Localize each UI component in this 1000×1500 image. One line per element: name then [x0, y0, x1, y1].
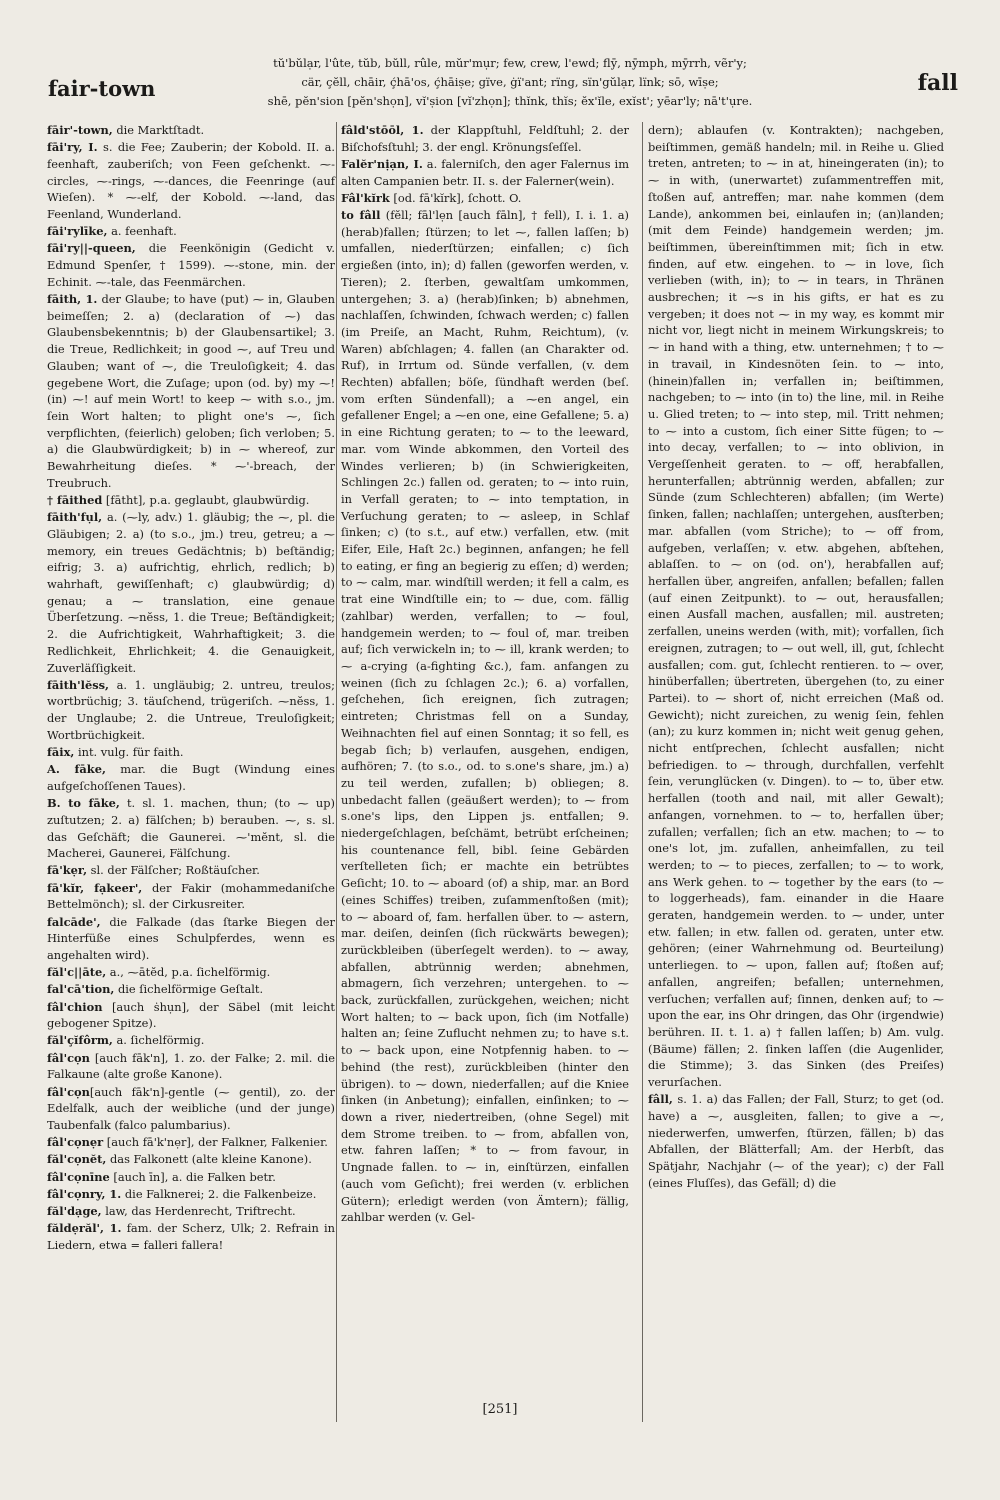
dictionary-column-1 — [47, 122, 335, 1254]
dictionary-entry — [341, 190, 629, 207]
dictionary-entry — [47, 744, 335, 761]
entry-definition: [fātht], p.a. geglaubt, glaubwürdig. — [102, 492, 310, 507]
entry-headword: fal'cā'tion, — [47, 982, 115, 997]
entry-definition: a. (⁓ly, adv.) 1. gläubig; the ⁓, pl. die Gläubigen; 2. a) (to s.o., jm.) treu, getreu; a ⁓ memory, ein treues Gedächtnis; b) beſtändig; eifrig; 3. a) aufrichtig, ehrlich, redlich; b) wahrhaft, gewiſſenhaft; c) glaubwürdig; d) genau; a ⁓ translation, eine genaue Überſetzung. ⁓nĕss, 1. die Treue; Beſtändigkeit; 2. die Aufrichtigkeit, Wahrhaftigkeit; 3. die Redlichkeit, Ehrlichkeit; 4. die Genauigkeit, Zuverläſſigkeit. — [47, 510, 335, 675]
entry-definition: der Glaube; to have (put) ⁓ in, Glauben beimeſſen; 2. a) (declaration of ⁓) das Glaubensbekenntnis; b) der Glaubensartikel; 3. die Treue, Redlichkeit; in good ⁓, auf Treu und Glauben; want of ⁓, die Treuloſigkeit; 4. das gegebene Wort, die Zuſage; upon (od. by) my ⁓! (in) ⁓! auf mein Wort! to keep ⁓ with s.o., jm. ſein Wort halten; to plight one's ⁓, ſich verpflichten, (feierlich) geloben; ſich verloben; 5. a) die Glaubwürdigkeit; b) in ⁓ whereof, zur Bewahrheitung dieſes. * ⁓'-breach, der Treubruch. — [47, 292, 335, 490]
entry-headword: † fāithed — [47, 492, 103, 507]
entry-headword: to fâll — [341, 208, 381, 223]
dictionary-entry — [47, 1032, 335, 1049]
entry-definition: die Falkade (das ſtarke Biegen der Hinterfüße eines Schulpferdes, wenn es angehalten wird). — [47, 914, 335, 962]
entry-definition: a. ſichelförmig. — [112, 1033, 205, 1048]
column-divider — [336, 122, 337, 1422]
entry-headword: făl'çĭfôrm, — [47, 1033, 113, 1048]
entry-headword: fâl'cọnry, 1. — [47, 1186, 122, 1201]
dictionary-column-3 — [648, 122, 944, 1192]
dictionary-entry — [47, 122, 335, 139]
column-divider — [642, 122, 643, 1422]
dictionary-entry — [47, 291, 335, 491]
dictionary-entry — [47, 1050, 335, 1083]
dictionary-entry — [648, 122, 944, 1091]
entry-headword: fāi'ry, I. — [47, 140, 98, 155]
dictionary-entry — [47, 981, 335, 998]
guide-word-right: fall — [917, 70, 958, 96]
dictionary-entry — [47, 139, 335, 223]
page-number: [251] — [482, 1402, 518, 1417]
entry-definition: das Falkonett (alte kleine Kanone). — [106, 1152, 312, 1167]
entry-definition: t. sl. 1. machen, thun; (to ⁓ up) zuſtutzen; 2. a) fälſchen; b) berauben. ⁓, s. sl. das Geſchäft; die Gaunerei. ⁓'mĕnt, sl. die Macherei, Gaunerei, Fälſchung. — [47, 796, 335, 861]
entry-headword: fāith'fụl, — [47, 510, 103, 525]
entry-definition: dern); ablaufen (v. Kontrakten); nachgeben, beiſtimmen, gemäß handeln; mil. in Reihe u. Glied treten, antreten; to ⁓ in at, hineingeraten (in); to ⁓ in with, (unerwartet) zuſammentreffen mit, ſtoßen auf, antreffen; mar. nahe kommen (dem Lande), ankommen bei, einlaufen in; (an)landen; (mit dem Feinde) handgemein werden; jm. beiſtimmen, übereinſtimmen mit; ſich in etw. finden, auf etw. eingehen. to ⁓ in love, ſich verlieben (with, in); to ⁓ in tears, in Thränen ausbrechen; it ⁓s in his gifts, er hat es zu vergeben; it does not ⁓ in my way, es kommt mir nicht vor, liegt nicht in meinem Wirkungskreis; to ⁓ in hand with a thing, etw. unternehmen; † to ⁓ in travail, in Kindesnöten ſein. to ⁓ into, (hinein)fallen in; verfallen in; beiſtimmen, nachgeben; to ⁓ into (in to) the line, mil. in Reihe u. Glied treten; to ⁓ into step, mil. Tritt nehmen; to ⁓ into a custom, ſich einer Sitte fügen; to ⁓ into decay, verfallen; to ⁓ into oblivion, in Vergeſſenheit geraten. to ⁓ off, herabfallen, herunterfallen; abtrünnig werden, abfallen; zur Sünde (zum Schlechteren) abfallen; (im Werte) ſinken, fallen; nachlaſſen; untergehen, ausſterben; mar. abfallen (vom Striche); to ⁓ off from, aufgeben, verlaſſen; v. etw. abgehen, abſtehen, ablaſſen. to ⁓ on (od. on'), herabfallen auf; herfallen über, angreifen, anfallen; befallen; fallen (auf einen Zeitpunkt). to ⁓ out, herausfallen; einen Ausfall machen, ausfallen; mil. austreten; zerfallen, uneins werden (with, mit); vorfallen, ſich ereignen, zutragen; to ⁓ out well, ill, gut, ſchlecht ausfallen; com. gut, ſchlecht rentieren. to ⁓ over, hinüberfallen; übertreten, übergehen (to, zu einer Partei). to ⁓ short of, nicht erreichen (Maß od. Gewicht); nicht zureichen, zu wenig ſein, fehlen (an); zu kurz kommen in; nicht weit genug gehen, nicht entſprechen, ſchlecht ausfallen; nicht befriedigen. to ⁓ through, durchfallen, verfehlt ſein, verunglücken (v. Dingen). to ⁓ to, über etw. herfallen (tooth and nail, mit aller Gewalt); anfangen, vornehmen. to ⁓ to, herfallen über; zufallen; verfallen; ſich an etw. machen; to ⁓ to one's lot, jm. zufallen, anheimfallen, zu teil werden; to ⁓ to pieces, zerfallen; to ⁓ to work, ans Werk gehen. to ⁓ together by the ears (to ⁓ to loggerheads), fam. einander in die Haare geraten, handgemein werden. to ⁓ under, unter etw. fallen; in etw. fallen od. geraten, unter etw. gehören; (einer Wahrnehmung od. Beurteilung) unterliegen. to ⁓ upon, fallen auf; ſtoßen auf; anfallen, angreifen; befallen; unternehmen, verſuchen; verfallen auf; ſinnen, denken auf; to ⁓ upon the ear, ins Ohr dringen, das Ohr (irgendwie) berühren. II. t. 1. a) † fallen laſſen; b) Am. vulg. (Bäume) fällen; 2. ſinken laſſen (die Augenlider, die Stimme); 3. das Sinken (des Preiſes) verurſachen. — [648, 123, 944, 1090]
entry-headword: fâl'chion — [47, 999, 103, 1014]
entry-definition: die Falknerei; 2. die Falkenbeize. — [121, 1186, 317, 1201]
entry-headword: fāi'rylīke, — [47, 224, 108, 239]
pronunciation-key-line: shē, pĕn'sion [pĕn'shọn], vĭ'ṣion [vĭ'zhọn]; thĭnk, thĭs; ĕx'ĭle, exĭst'; yēar'ly; nā't'ụre. — [267, 94, 753, 108]
entry-headword: B. to fāke, — [47, 796, 120, 811]
entry-headword: fāi'ry||-queen, — [47, 241, 136, 256]
dictionary-entry — [47, 1151, 335, 1168]
page-header — [40, 48, 960, 120]
dictionary-entry — [648, 1091, 944, 1191]
entry-definition: law, das Herdenrecht, Triftrecht. — [101, 1204, 296, 1218]
dictionary-entry — [47, 677, 335, 744]
dictionary-entry — [47, 761, 335, 794]
entry-definition: [auch fāk'n]-gentle (⁓ gentil), zo. der Edelfalk, auch der weibliche (und der junge) Taubenfalk (falco palumbarius). — [47, 1084, 335, 1132]
entry-definition: die ſichelförmige Geſtalt. — [114, 982, 264, 997]
dictionary-entry — [47, 1203, 335, 1220]
dictionary-entry — [341, 156, 629, 189]
entry-definition: sl. der Fälſcher; Roßtäuſcher. — [87, 863, 260, 878]
entry-headword: făl'cọnĕt, — [47, 1152, 107, 1167]
entry-definition: (fĕll; fāl'lẹn [auch fāln], † fell), I. i. 1. a) (herab)fallen; ſtürzen; to let ⁓, fallen laſſen; b) umfallen, niederſtürzen; einfallen; c) ſich ergießen (into, in); d) fallen (geworfen werden, v. Tieren); 2. ſterben, gewaltſam umkommen, untergehen; 3. a) (herab)ſinken; b) abnehmen, nachlaſſen, ſchwinden, ſchwach werden; c) fallen (im Preiſe, an Macht, Ruhm, Reichtum), (v. Waren) abſchlagen; 4. fallen (an Charakter od. Ruf), in Irrtum od. Sünde verfallen, (v. dem Rechten) abfallen; böſe, ſündhaft werden (beſ. vom erſten Sündenfall); a ⁓en angel, ein gefallener Engel; a ⁓en one, eine Gefallene; 5. a) in eine Richtung geraten; to ⁓ to the leeward, mar. vom Winde abkommen, den Vorteil des Windes verlieren; b) (in Schwierigkeiten, Schlingen 2c.) fallen od. geraten; to ⁓ into ruin, in Verfall geraten; to ⁓ into temptation, in Verſuchung geraten; to ⁓ asleep, in Schlaf ſinken; c) (to s.t., auf etw.) verfallen, etw. (mit Eifer, Eile, Haſt 2c.) beginnen, anfangen; he fell to eating, er fing an begierig zu eſſen; d) werden; to ⁓ calm, mar. windſtill werden; it fell a calm, es trat eine Windſtille ein; to ⁓ due, com. fällig (zahlbar) werden, verfallen; to ⁓ foul, handgemein werden; to ⁓ foul of, mar. treiben auf; ſich verwickeln in; to ⁓ ill, krank werden; to ⁓ a-crying (a-fighting &c.), fam. anfangen zu weinen (ſich zu ſchlagen 2c.); 6. a) vorfallen, geſchehen, ſich ereignen, ſich zutragen; eintreten; Christmas fell on a Sunday, Weihnachten fiel auf einen Sonntag; it so fell, es begab ſich; b) verlaufen, ausgehen, endigen, aufhören; 7. (to s.o., od. to s.one's share, jm.) a) zu teil werden, zufallen; b) obliegen; 8. unbedacht fallen (geäußert werden); to ⁓ from s.one's lips, den Lippen js. entfallen; 9. niedergeſchlagen, beſchämt, betrübt erſcheinen; his countenance fell, bibl. ſeine Gebärden verſtelleten ſich; er machte ein betrübtes Geſicht; 10. to ⁓ aboard (of) a ship, mar. an Bord (eines Schiffes) treiben, zuſammenſtoßen (mit); to ⁓ aboard of, fam. herfallen über. to ⁓ astern, mar. deiſen, deinſen (ſich rückwärts bewegen); zurückbleiben (überſegelt werden). to ⁓ away, abfallen, abtrünnig werden; abnehmen, abmagern, ſich verzehren; untergehen. to ⁓ back, zurückfallen, zurückgehen, weichen; nicht Wort halten; to ⁓ back upon, ſich (im Notfalle) halten an; ſeine Zuflucht nehmen zu; to have s.t. to ⁓ back upon, eine Notpfennig haben. to ⁓ behind (the rest), zurückbleiben (hinter den übrigen). to ⁓ down, niederfallen; auf die Kniee ſinken (in Anbetung); einfallen, einſinken; to ⁓ down a river, niedertreiben, (ohne Segel) mit dem Strome treiben. to ⁓ from, abfallen von, etw. fahren laſſen; * to ⁓ from favour, in Ungnade fallen. to ⁓ in, einſtürzen, einfallen (auch vom Geſicht); frei werden (v. erblichen Gütern); erledigt werden (von Ämtern); fällig, zahlbar werden (v. Gel- — [341, 208, 630, 1225]
entry-headword: fāith'lĕss, — [47, 677, 110, 692]
dictionary-entry — [47, 1169, 335, 1186]
entry-definition: die Marktſtadt. — [112, 123, 205, 137]
entry-definition: [auch fāk'n], 1. zo. der Falke; 2. mil. die Falkaune (alte große Kanone). — [47, 1050, 335, 1082]
entry-headword: fâl'cọn — [47, 1050, 90, 1065]
entry-headword: făldẹrăl', 1. — [47, 1221, 122, 1236]
entry-definition: a. falerniſch, den ager Falernus im alten Campanien betr. II. s. der Falerner(wein). — [341, 156, 629, 188]
entry-headword: fâl'cọnīne — [47, 1169, 110, 1184]
entry-definition: mar. die Bugt (Windung eines aufgeſchoſſenen Taues). — [47, 762, 335, 793]
dictionary-entry — [47, 914, 335, 964]
dictionary-entry — [47, 964, 335, 981]
entry-headword: fâld'stōōl, 1. — [341, 123, 424, 137]
entry-definition: a. feenhaft. — [107, 224, 177, 239]
entry-headword: fāith, 1. — [47, 292, 98, 307]
entry-headword: fâl'cọn — [47, 1084, 90, 1099]
dictionary-entry — [47, 880, 335, 913]
dictionary-entry — [47, 509, 335, 676]
dictionary-entry — [47, 1220, 335, 1253]
dictionary-entry — [341, 122, 629, 155]
entry-definition: s. die Fee; Zauberin; der Kobold. II. a. feenhaft, zauberiſch; von Feen geſchenkt. ⁓-circles, ⁓-rings, ⁓-dances, die Feenringe (auf Wieſen). * ⁓-elf, der Kobold. ⁓-land, das Feenland, Wunderland. — [47, 140, 335, 222]
entry-definition: a., ⁓ātĕd, p.a. ſichelförmig. — [106, 965, 271, 980]
entry-definition: a. 1. ungläubig; 2. untreu, treulos; wortbrüchig; 3. täuſchend, trügeriſch. ⁓nĕss, 1. der Unglaube; 2. die Untreue, Treuloſigkeit; Wortbrüchigkeit. — [47, 677, 335, 742]
entry-definition: [od. fā'kĭrk], ſchott. O. — [389, 190, 522, 205]
entry-headword: Fâl'kĭrk — [341, 190, 390, 205]
pronunciation-key-line: cär, çĕll, chāir, ḉhā'os, ḉhāiṣe; gïve, ġï'ant; rïng, sïn'gŭlạr, lïnk; sō, wīṣe; — [301, 75, 719, 89]
entry-definition: [auch īn], a. die Falken betr. — [109, 1169, 276, 1184]
entry-headword: fā'kẹr, — [47, 863, 88, 878]
dictionary-entry — [47, 1084, 335, 1134]
entry-headword: Falĕr'nịạn, I. — [341, 156, 423, 171]
entry-definition: der Klappſtuhl, Feldſtuhl; 2. der Biſchofsſtuhl; 3. der engl. Krönungsſeſſel. — [341, 123, 629, 154]
entry-headword: fāix, — [47, 745, 75, 760]
dictionary-entry — [47, 862, 335, 879]
entry-definition: der Fakir (mohammedaniſche Bettelmönch); sl. der Cirkusreiter. — [47, 880, 336, 912]
entry-headword: A. fāke, — [47, 762, 106, 777]
guide-word-left: fair-town — [48, 76, 156, 101]
entry-definition: s. 1. a) das Fallen; der Fall, Sturz; to get (od. have) a ⁓, ausgleiten, fallen; to give a ⁓, niederwerfen, umwerfen, ſtürzen, fällen; b) das Abfallen, der Blätterfall; Am. der Herbſt, das Spätjahr, Nachjahr (⁓ of the year); c) der Fall (eines Fluſſes), das Gefäll; d) die — [648, 1092, 944, 1190]
dictionary-entry — [47, 240, 335, 290]
entry-definition: int. vulg. für faith. — [74, 745, 184, 760]
dictionary-column-2 — [341, 122, 629, 1226]
dictionary-entry — [47, 999, 335, 1032]
entry-headword: făl'dạge, — [47, 1204, 102, 1218]
pronunciation-key — [200, 54, 820, 111]
dictionary-entry — [47, 795, 335, 862]
entry-definition: [auch ṡhụn], der Säbel (mit leicht gebogener Spitze). — [47, 999, 335, 1031]
entry-headword: fâl'cọnẹr — [47, 1135, 104, 1150]
entry-headword: falcāde', — [47, 914, 101, 929]
dictionary-entry — [341, 207, 629, 1226]
pronunciation-key-line: tŭ'bŭlạr, l'ûte, tŭb, bŭll, rûle, mŭr'mụr; few, crew, l'ewd; flȳ, nȳmph, mȳrrh, vẽr'y; — [273, 56, 747, 70]
dictionary-entry — [47, 1186, 335, 1203]
dictionary-entry — [47, 1134, 335, 1151]
dictionary-entry — [47, 223, 335, 240]
dictionary-entry — [47, 492, 335, 509]
entry-headword: fāir'-town, — [47, 123, 113, 137]
entry-headword: făl'c||āte, — [47, 965, 107, 980]
entry-headword: fā'kĭr, fạkeer', — [47, 880, 143, 895]
entry-definition: die Feenkönigin (Gedicht v. Edmund Spenſer, † 1599). ⁓-stone, min. der Echinit. ⁓-tale, das Feenmärchen. — [47, 241, 335, 289]
entry-definition: fam. der Scherz, Ulk; 2. Refrain in Liedern, etwa = falleri fallera! — [47, 1221, 335, 1252]
entry-definition: [auch fā'k'nẹr], der Falkner, Falkenier. — [103, 1135, 328, 1150]
entry-headword: fâll, — [648, 1092, 673, 1107]
